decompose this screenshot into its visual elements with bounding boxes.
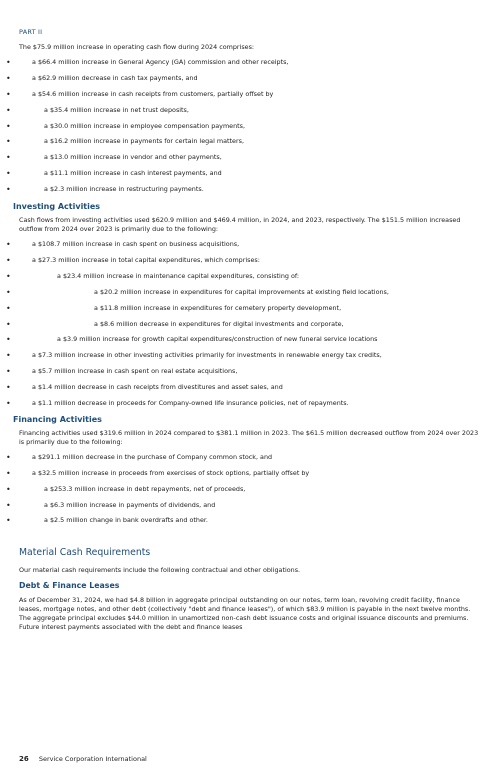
- investing-heading: Investing Activities: [13, 202, 101, 212]
- list-item: • a $6.3 million increase in payments of dividends, and: [19, 501, 481, 510]
- list-item: • a $291.1 million decrease in the purchase of Company common stock, and: [19, 453, 481, 462]
- page-content: [13, 28, 481, 638]
- list-item: • a $54.6 million increase in cash receipts from customers, partially offset by: [19, 90, 481, 99]
- list-item: • a $32.5 million increase in proceeds from exercises of stock options, partially offset by: [19, 469, 481, 478]
- list-item: • a $3.9 million increase for growth capital expenditures/construction of new funeral service locations: [19, 335, 481, 344]
- list-item: • a $2.5 million change in bank overdrafts and other.: [19, 516, 481, 525]
- list-item: • a $30.0 million increase in employee compensation payments,: [19, 122, 481, 131]
- list-item: • a $20.2 million increase in expenditures for capital improvements at existing field locations,: [19, 288, 481, 297]
- list-item: • a $35.4 million increase in net trust deposits,: [19, 106, 481, 115]
- list-item: • a $23.4 million increase in maintenance capital expenditures, consisting of:: [19, 272, 481, 281]
- list-item: • a $16.2 million increase in payments for certain legal matters,: [19, 137, 481, 146]
- list-item: • a $66.4 million increase in General Agency (GA) commission and other receipts,: [19, 58, 481, 67]
- list-item: • a $8.6 million decrease in expenditures for digital investments and corporate,: [19, 320, 481, 329]
- part-label: PART II: [19, 28, 43, 36]
- list-item: • a $11.8 million increase in expenditures for cemetery property development,: [19, 304, 481, 313]
- company-name: Service Corporation International: [38, 755, 147, 763]
- material-heading: Material Cash Requirements: [19, 547, 151, 559]
- investing-intro: Cash flows from investing activities used $620.9 million and $469.4 million, in 2024, and 2023, respectively. The $151.5 million increased outflow from 2024 over 2023 is primarily due to the following:: [19, 216, 461, 234]
- page-number: 26: [19, 755, 29, 763]
- list-item: • a $7.3 million increase in other investing activities primarily for investments in renewable energy tax credits,: [19, 351, 481, 360]
- list-item: • a $108.7 million increase in cash spent on business acquisitions,: [19, 240, 481, 249]
- list-item: • a $1.4 million decrease in cash receipts from divestitures and asset sales, and: [19, 383, 481, 392]
- list-item: • a $11.1 million increase in cash interest payments, and: [19, 169, 481, 178]
- page-footer: [19, 755, 147, 763]
- list-item: • a $253.3 million increase in debt repayments, net of proceeds,: [19, 485, 481, 494]
- list-item: • a $27.3 million increase in total capital expenditures, which comprises:: [19, 256, 481, 265]
- debt-heading: Debt & Finance Leases: [19, 581, 120, 591]
- financing-heading: Financing Activities: [13, 414, 102, 424]
- list-item: • a $62.9 million decrease in cash tax payments, and: [19, 74, 481, 83]
- financing-intro: Financing activities used $319.6 million in 2024 compared to $381.1 million in 2023. The $61.5 million decreased outflow from 2024 over 2023 is primarily due to the following:: [19, 428, 479, 446]
- material-intro: Our material cash requirements include the following contractual and other obligations.: [19, 566, 301, 575]
- list-item: • a $5.7 million increase in cash spent on real estate acquisitions,: [19, 367, 481, 376]
- debt-text: As of December 31, 2024, we had $4.8 billion in aggregate principal outstanding on our notes, term loan, revolving credit facility, finance leases, mortgage notes, and other debt (collectively "debt and finance leases"), of which $83.9 million is payable in the next twelve months. The aggregate principal excludes $44.0 million in unamortized non-cash debt issuance costs and original issuance discounts and premiums. Future interest payments associated with the debt and finance leases: [19, 596, 471, 632]
- list-item: • a $2.3 million increase in restructuring payments.: [19, 185, 481, 194]
- operating-intro: The $75.9 million increase in operating cash flow during 2024 comprises:: [19, 43, 255, 51]
- list-item: • a $1.1 million decrease in proceeds for Company-owned life insurance policies, net of repayments.: [19, 399, 481, 408]
- list-item: • a $13.0 million increase in vendor and other payments,: [19, 153, 481, 162]
